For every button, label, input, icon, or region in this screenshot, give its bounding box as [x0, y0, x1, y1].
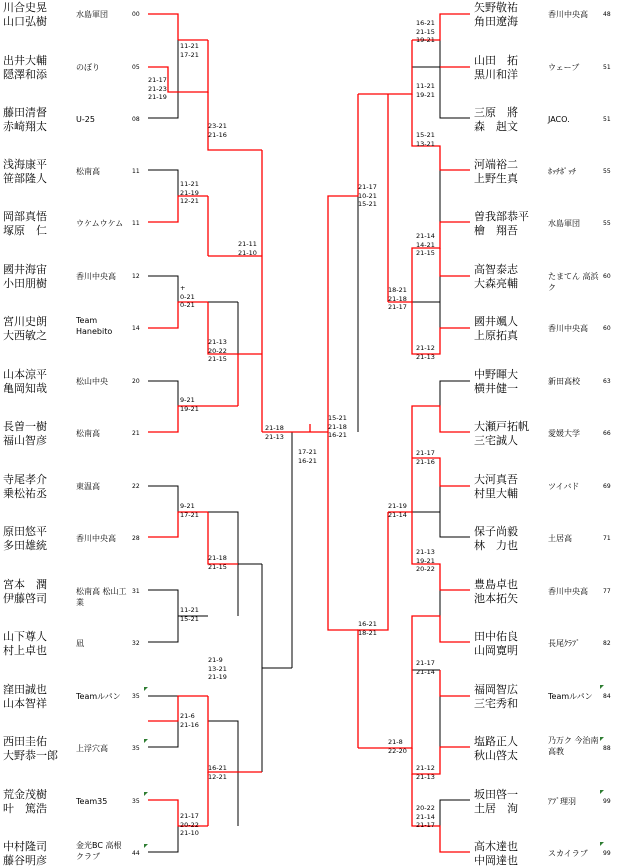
seed-number: 12: [132, 273, 140, 280]
flag-icon: [600, 790, 604, 794]
team-name: 松南高: [76, 429, 100, 438]
player-pair: 小田朋樹: [3, 277, 47, 290]
player-pair: 上野生真: [474, 172, 518, 185]
score-label: 21-6 21-16: [180, 712, 199, 729]
seed-number: 88: [603, 745, 611, 752]
seed-number: 35: [132, 798, 140, 805]
team-name: Teamルパン: [548, 692, 593, 701]
seed-number: 51: [603, 64, 611, 71]
player-pair: 隠澤和添: [3, 68, 47, 81]
player-pair: 田中佑良: [474, 630, 518, 643]
seed-number: 20: [132, 378, 140, 385]
player-pair: 長曽一樹: [3, 420, 47, 433]
team-name: 香川中央高: [548, 587, 588, 596]
score-label: 21-11 21-10: [238, 240, 257, 257]
player-pair: 横井健一: [474, 382, 518, 395]
player-pair: 坂田啓一: [474, 788, 518, 801]
team-name: 金光BC 高根クラブ: [76, 841, 122, 861]
player-pair: 山岡寛明: [474, 644, 518, 657]
player-pair: 塚原 仁: [3, 224, 47, 237]
player-pair: 乗松祐丞: [3, 487, 47, 500]
score-label: 21-19 21-14: [388, 502, 407, 519]
player-pair: 寺尾孝介: [3, 473, 47, 486]
player-pair: 高智泰志: [474, 263, 518, 276]
seed-number: 71: [603, 535, 611, 542]
team-name: U-25: [76, 115, 95, 124]
score-label: 16-21 12-21: [208, 764, 227, 781]
player-pair: 伊藤啓司: [3, 592, 47, 605]
seed-number: 51: [603, 116, 611, 123]
score-label: + 0-21 0-21: [180, 284, 195, 309]
score-label: 21-17 20-22 21-10: [180, 812, 199, 837]
score-label: 17-21 16-21: [298, 448, 317, 465]
seed-number: 84: [603, 693, 611, 700]
team-name: 松山中央: [76, 377, 108, 386]
player-pair: 赤崎翔太: [3, 120, 47, 133]
player-pair: 保子尚毅: [474, 525, 518, 538]
team-name: ｱﾌﾞ理羽: [548, 797, 576, 806]
score-label: 21-17 21-16: [416, 449, 435, 466]
score-label: 16-21 21-15 19-21: [416, 19, 435, 44]
team-name: 香川中央高: [76, 272, 116, 281]
player-pair: 村里大輔: [474, 487, 518, 500]
team-name: のぼり: [76, 63, 100, 72]
team-name: 新田高校: [548, 377, 580, 386]
team-name: スカイラブ: [548, 849, 588, 858]
score-label: 11-21 15-21: [180, 606, 199, 623]
team-name: Team Hanebito: [76, 316, 113, 336]
team-name: 香川中央高: [548, 10, 588, 19]
team-name: 上浮穴高: [76, 744, 108, 753]
seed-number: 28: [132, 535, 140, 542]
seed-number: 69: [603, 483, 611, 490]
player-pair: 角田遼海: [474, 15, 518, 28]
score-label: 11-21 19-21: [416, 82, 435, 99]
team-name: たまてん 高浜ク: [548, 272, 599, 292]
player-pair: 中野暉大: [474, 368, 518, 381]
player-pair: 河端裕二: [474, 158, 518, 171]
team-name: 長尾ｸﾗﾌﾞ: [548, 639, 580, 648]
player-pair: 西田圭佑: [3, 735, 47, 748]
player-pair: 豊島卓也: [474, 578, 518, 591]
score-label: 21-18 21-15: [208, 554, 227, 571]
player-pair: 檜 翔吾: [474, 224, 518, 237]
seed-number: 14: [132, 325, 140, 332]
player-pair: 岡部真悟: [3, 210, 47, 223]
team-name: 東温高: [76, 482, 100, 491]
flag-icon: [600, 737, 604, 741]
seed-number: 99: [603, 850, 611, 857]
player-pair: 藤田清督: [3, 106, 47, 119]
score-label: 21-17 21-14: [416, 659, 435, 676]
player-pair: 山下尊人: [3, 630, 47, 643]
player-pair: 叶 篤浩: [3, 802, 47, 815]
team-name: Team35: [76, 797, 108, 806]
flag-icon: [600, 685, 604, 689]
player-pair: 大西敏之: [3, 329, 47, 342]
score-label: 21-18 21-13: [265, 424, 284, 441]
seed-number: 66: [603, 430, 611, 437]
score-label: 11-21 21-19 12-21: [180, 180, 199, 205]
player-pair: 笹部隆人: [3, 172, 47, 185]
flag-icon: [600, 842, 604, 846]
team-name: 松南高 松山工業: [76, 587, 127, 607]
player-pair: 上原拓真: [474, 329, 518, 342]
seed-number: 60: [603, 273, 611, 280]
seed-number: 82: [603, 640, 611, 647]
player-pair: 大瀬戸拓帆: [474, 420, 529, 433]
player-pair: 多田雄統: [3, 539, 47, 552]
player-pair: 宮川史朗: [3, 315, 47, 328]
seed-number: 00: [132, 11, 140, 18]
seed-number: 63: [603, 378, 611, 385]
score-label: 21-9 13-21 21-19: [208, 656, 227, 681]
team-name: 水島軍団: [76, 10, 108, 19]
score-label: 21-13 20-22 21-15: [208, 338, 227, 363]
player-pair: 藤谷明彦: [3, 854, 47, 867]
player-pair: 窪田誠也: [3, 683, 47, 696]
score-label: 15-21 13-21: [416, 131, 435, 148]
seed-number: 55: [603, 168, 611, 175]
score-label: 21-17 10-21 15-21: [358, 183, 377, 208]
team-name: 愛媛大学: [548, 429, 580, 438]
seed-number: 05: [132, 64, 140, 71]
player-pair: 黒川和洋: [474, 68, 518, 81]
score-label: 9-21 17-21: [180, 502, 199, 519]
score-label: 9-21 19-21: [180, 396, 199, 413]
seed-number: 60: [603, 325, 611, 332]
player-pair: 秋山啓太: [474, 749, 518, 762]
player-pair: 塩路正人: [474, 735, 518, 748]
score-label: 20-22 21-14 21-17: [416, 804, 435, 829]
seed-number: 35: [132, 693, 140, 700]
player-pair: 山本涼平: [3, 368, 47, 381]
player-pair: 大森亮輔: [474, 277, 518, 290]
player-pair: 矢野敬祐: [474, 1, 518, 14]
score-label: 18-21 21-18 21-17: [388, 286, 407, 311]
seed-number: 44: [132, 850, 140, 857]
score-label: 21-12 21-13: [416, 344, 435, 361]
team-name: ウェーブ: [548, 63, 580, 72]
flag-icon: [144, 844, 148, 848]
team-name: ウケムウケム: [76, 219, 124, 228]
team-name: 松南高: [76, 167, 100, 176]
score-label: 15-21 21-18 16-21: [328, 414, 347, 439]
player-pair: 原田悠平: [3, 525, 47, 538]
score-label: 16-21 18-21: [358, 620, 377, 637]
player-pair: 大野恭一郎: [3, 749, 58, 762]
flag-icon: [144, 739, 148, 743]
team-name: 乃万ク 今治南高教: [548, 736, 599, 756]
seed-number: 48: [603, 11, 611, 18]
player-pair: 三宅秀和: [474, 697, 518, 710]
seed-number: 11: [132, 168, 140, 175]
seed-number: 99: [603, 798, 611, 805]
score-label: 21-14 14-21 21-15: [416, 232, 435, 257]
player-pair: 山田 拓: [474, 54, 518, 67]
team-name: 凪: [76, 639, 84, 648]
team-name: 水島軍団: [548, 219, 580, 228]
team-name: Teamルパン: [76, 692, 121, 701]
player-pair: 中村隆司: [3, 840, 47, 853]
team-name: 土居高: [548, 534, 572, 543]
seed-number: 22: [132, 483, 140, 490]
player-pair: 林 力也: [474, 539, 518, 552]
seed-number: 31: [132, 588, 140, 595]
flag-icon: [144, 687, 148, 691]
player-pair: 大河真吾: [474, 473, 518, 486]
team-name: 香川中央高: [76, 534, 116, 543]
player-pair: 川合史晃: [3, 1, 47, 14]
seed-number: 08: [132, 116, 140, 123]
player-pair: 山本智祥: [3, 697, 47, 710]
player-pair: 山口弘樹: [3, 15, 47, 28]
score-label: 21-17 21-23 21-19: [148, 76, 167, 101]
seed-number: 32: [132, 640, 140, 647]
player-pair: 亀岡知哉: [3, 382, 47, 395]
player-pair: 福山智彦: [3, 434, 47, 447]
player-pair: 國井海宙: [3, 263, 47, 276]
player-pair: 高木達也: [474, 840, 518, 853]
team-name: JACO.: [548, 115, 570, 124]
player-pair: 曽我部恭平: [474, 210, 529, 223]
player-pair: 浅海康平: [3, 158, 47, 171]
score-label: 21-8 22-20: [388, 738, 407, 755]
player-pair: 土居 洵: [474, 802, 518, 815]
team-name: ツイバド: [548, 482, 580, 491]
seed-number: 55: [603, 220, 611, 227]
score-label: 21-12 21-13: [416, 764, 435, 781]
player-pair: 三原 將: [474, 106, 518, 119]
score-label: 11-21 17-21: [180, 42, 199, 59]
player-pair: 村上卓也: [3, 644, 47, 657]
score-label: 21-13 19-21 20-22: [416, 548, 435, 573]
player-pair: 池本拓矢: [474, 592, 518, 605]
player-pair: 三宅誠人: [474, 434, 518, 447]
seed-number: 21: [132, 430, 140, 437]
seed-number: 11: [132, 220, 140, 227]
player-pair: 中岡達也: [474, 854, 518, 867]
player-pair: 森 赳文: [474, 120, 518, 133]
player-pair: 出井大輔: [3, 54, 47, 67]
player-pair: 國井颯人: [474, 315, 518, 328]
seed-number: 35: [132, 745, 140, 752]
score-label: 23-21 21-16: [208, 122, 227, 139]
player-pair: 荒金茂樹: [3, 788, 47, 801]
player-pair: 宮本 潤: [3, 578, 47, 591]
team-name: ﾎｯﾁﾎﾟｯﾁ: [548, 167, 576, 176]
seed-number: 77: [603, 588, 611, 595]
flag-icon: [144, 792, 148, 796]
player-pair: 福岡智広: [474, 683, 518, 696]
team-name: 香川中央高: [548, 324, 588, 333]
